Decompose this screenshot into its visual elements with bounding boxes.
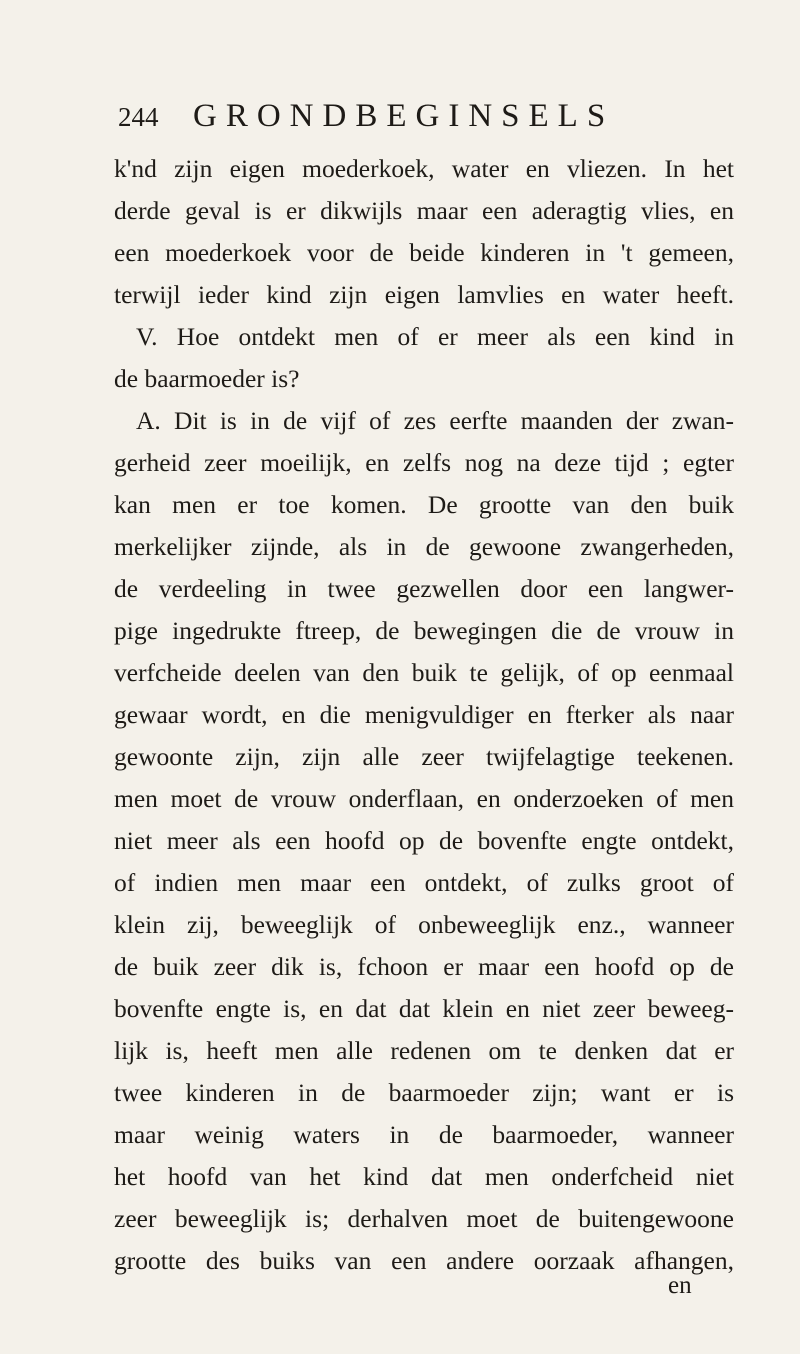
text-line: verfcheide deelen van den buik te gelijk, of op eenmaal — [114, 658, 734, 687]
text-line: klein zij, beweeglijk of onbeweeglijk enz., wanneer — [114, 910, 734, 939]
text-line: k'nd zijn eigen moederkoek, water en vliezen. In het — [114, 154, 734, 183]
text-line: twee kinderen in de baarmoeder zijn; want er is — [114, 1078, 734, 1107]
text-line: terwijl ieder kind zijn eigen lamvlies en water heeft. — [114, 280, 734, 309]
question-line: V. Hoe ontdekt men of er meer als een kind in — [136, 322, 734, 351]
text-line: gewoonte zijn, zijn alle zeer twijfelagtige teekenen. — [114, 742, 734, 771]
text-line: niet meer als een hoofd op de bovenfte engte ontdekt, — [114, 826, 734, 855]
text-line: merkelijker zijnde, als in de gewoone zwangerheden, — [114, 532, 734, 561]
text-line: kan men er toe komen. De grootte van den buik — [114, 490, 734, 519]
text-line: maar weinig waters in de baarmoeder, wanneer — [114, 1120, 734, 1149]
running-head: GRONDBEGINSELS — [193, 98, 615, 134]
text-line: zeer beweeglijk is; derhalven moet de buitengewoone — [114, 1204, 734, 1233]
text-line: gewaar wordt, en die menigvuldiger en fterker als naar — [114, 700, 734, 729]
text-line: derde geval is er dikwijls maar een aderagtig vlies, en — [114, 196, 734, 225]
text-line: men moet de vrouw onderflaan, en onderzoeken of men — [114, 784, 734, 813]
text-line: een moederkoek voor de beide kinderen in 't gemeen, — [114, 238, 734, 267]
text-line: gerheid zeer moeilijk, en zelfs nog na deze tijd ; egter — [114, 448, 734, 477]
catchword: en — [668, 1272, 692, 1299]
text-line: of indien men maar een ontdekt, of zulks groot of — [114, 868, 734, 897]
body-text — [114, 148, 734, 1282]
text-line: bovenfte engte is, en dat dat klein en niet zeer beweeg- — [114, 994, 734, 1023]
text-line: het hoofd van het kind dat men onderfcheid niet — [114, 1162, 734, 1191]
text-line: de buik zeer dik is, fchoon er maar een hoofd op de — [114, 952, 734, 981]
page-header — [118, 98, 718, 142]
text-line: lijk is, heeft men alle redenen om te denken dat er — [114, 1036, 734, 1065]
answer-line: A. Dit is in de vijf of zes eerfte maanden der zwan- — [136, 406, 734, 435]
text-line: de baarmoeder is? — [114, 364, 300, 393]
text-line: grootte des buiks van een andere oorzaak afhangen, — [114, 1246, 734, 1275]
text-line: pige ingedrukte ftreep, de bewegingen die de vrouw in — [114, 616, 734, 645]
page-number: 244 — [118, 102, 159, 132]
text-line: de verdeeling in twee gezwellen door een langwer- — [114, 574, 734, 603]
